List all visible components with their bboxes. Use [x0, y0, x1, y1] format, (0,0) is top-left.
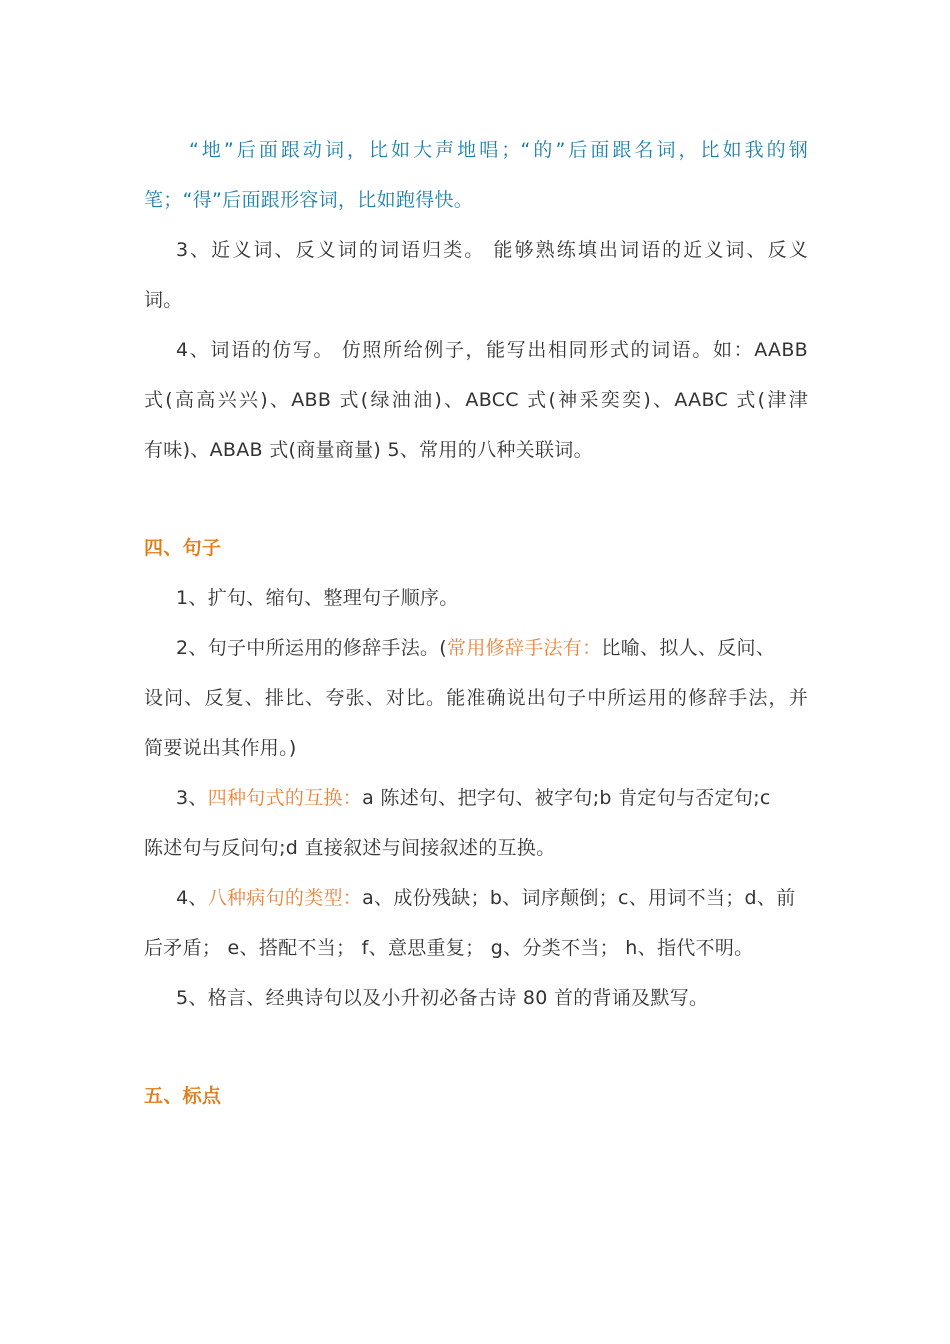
paragraph-line: 5、格言、经典诗句以及小升初必备古诗 80 首的背诵及默写。: [176, 987, 709, 1009]
line-text: 比喻、拟人、反问、: [601, 637, 776, 659]
paragraph-line: 词。: [144, 289, 183, 311]
paragraph-line: 4、词语的仿写。 仿照所给例子，能写出相同形式的词语。如：AABB: [176, 339, 808, 361]
line-text: 3、: [176, 787, 208, 809]
line-text: a 陈述句、把字句、被字句;b 肯定句与否定句;c: [362, 787, 771, 809]
line-text: 4、: [176, 887, 208, 909]
line-text: 2、句子中所运用的修辞手法。(: [176, 637, 448, 659]
highlight-text: 八种病句的类型：: [207, 887, 363, 909]
paragraph-line: [176, 884, 808, 912]
section-heading: 四、句子: [144, 537, 222, 559]
paragraph-line: 笔；“得”后面跟形容词，比如跑得快。: [144, 189, 474, 211]
section-heading: 五、标点: [144, 1085, 222, 1107]
paragraph-line: 简要说出其作用。): [144, 737, 297, 759]
paragraph-line: 3、近义词、反义词的词语归类。 能够熟练填出词语的近义词、反义: [176, 239, 808, 261]
line-text: a、成份残缺；b、词序颠倒；c、用词不当；d、前: [362, 887, 796, 909]
highlight-text: 四种句式的互换：: [207, 787, 363, 809]
paragraph-line: 后矛盾； e、搭配不当； f、意思重复； g、分类不当； h、指代不明。: [144, 937, 754, 959]
paragraph-line: 式(高高兴兴)、ABB 式(绿油油)、ABCC 式(神采奕奕)、AABC 式(津津: [144, 389, 808, 411]
highlight-text: 常用修辞手法有：: [447, 637, 602, 659]
paragraph-line: 陈述句与反问句;d 直接叙述与间接叙述的互换。: [144, 837, 556, 859]
paragraph-line: 有味)、ABAB 式(商量商量) 5、常用的八种关联词。: [144, 439, 593, 461]
paragraph-line: 1、扩句、缩句、整理句子顺序。: [176, 587, 459, 609]
paragraph-line: [176, 634, 808, 662]
paragraph-line: 设问、反复、排比、夸张、对比。能准确说出句子中所运用的修辞手法，并: [144, 687, 808, 709]
paragraph-line: “地”后面跟动词，比如大声地唱；“的”后面跟名词，比如我的钢: [189, 139, 808, 161]
paragraph-line: [176, 784, 808, 812]
